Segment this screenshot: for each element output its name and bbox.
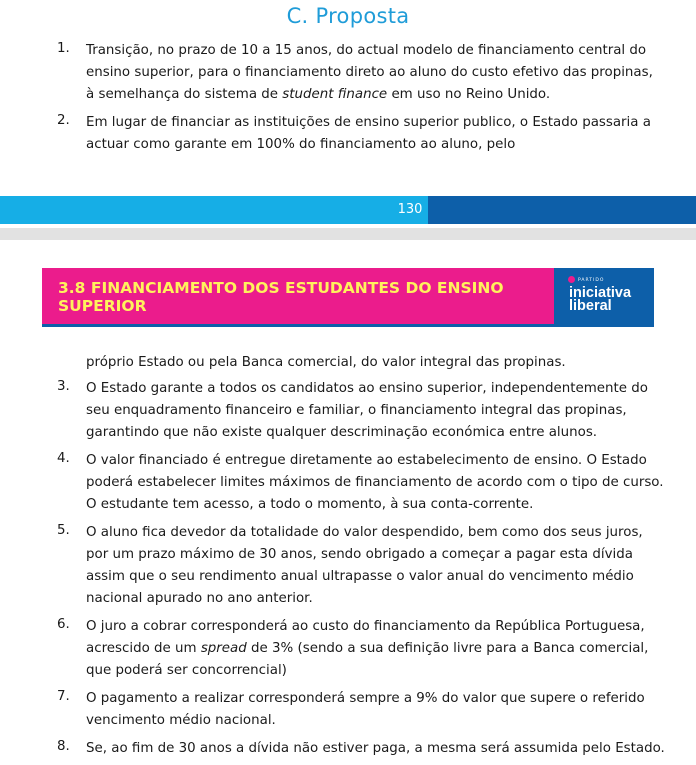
list-item: [57, 615, 669, 681]
item-text: Em lugar de financiar as instituições de ensino superior publico, o Estado passaria a actuar como garante em 100% do financiamento ao aluno, pelo: [86, 115, 651, 152]
chapter-title: 3.8 FINANCIAMENTO DOS ESTUDANTES DO ENSINO SUPERIOR: [58, 279, 504, 315]
item-text: O aluno fica devedor da totalidade do valor despendido, bem como dos seus juros, por um prazo máximo de 30 anos, sendo obrigado a começar a pagar esta dívida assim que o seu rendimento anual ultrapasse o valor anual do vencimento médio nacional apurado no ano anterior.: [86, 525, 643, 606]
list-item: [57, 737, 669, 759]
logo-line-2: liberal: [569, 298, 612, 314]
item-text-italic: student finance: [282, 87, 388, 102]
chapter-header-background: [42, 268, 554, 324]
item-number: 3.: [57, 379, 70, 394]
logo-dot-icon: [568, 276, 575, 283]
item-text: O Estado garante a todos os candidatos ao ensino superior, independentemente do seu enquadramento financeiro e familiar, o financiamento integral das propinas, garantindo que não existe qualquer descriminação económica entre alunos.: [86, 381, 648, 440]
item-text: [86, 619, 648, 678]
list-item: [57, 687, 669, 731]
continuation-text: próprio Estado ou pela Banca comercial, do valor integral das propinas.: [86, 355, 566, 370]
party-logo: [554, 268, 654, 324]
item-number: 1.: [57, 41, 70, 56]
page-gap: [0, 228, 696, 240]
item-number: 2.: [57, 113, 70, 128]
list-item: [57, 521, 669, 609]
chapter-header: [42, 268, 654, 327]
page-131: [0, 240, 696, 756]
item-text: O pagamento a realizar corresponderá sempre a 9% do valor que supere o referido vencimento médio nacional.: [86, 691, 645, 728]
list-item: [57, 377, 669, 443]
item-number: 6.: [57, 617, 70, 632]
page-number: 130: [397, 202, 423, 217]
logo-line-1: iniciativa: [569, 285, 632, 301]
item-number: 7.: [57, 689, 70, 704]
item-text: O valor financiado é entregue diretamente ao estabelecimento de ensino. O Estado poderá estabelecer limites máximos de financiamento de acordo com o tipo de curso. O estudante tem acesso, a todo o momento, à sua conta-corrente.: [86, 453, 664, 512]
list-item: [57, 39, 657, 105]
logo-small-label: PARTIDO: [578, 278, 605, 283]
item-text-part: em uso no Reino Unido.: [387, 87, 551, 102]
proposal-list-top: [57, 39, 657, 161]
footer-bar-light: [0, 196, 428, 224]
proposal-list-bottom: [57, 377, 669, 765]
list-item: [57, 449, 669, 515]
item-text-part: Transição, no prazo de 10 a 15 anos, do actual modelo de financiamento central do ensino superior, para o financiamento direto ao aluno do custo efetivo das propinas, à semelhança do sistema de: [86, 43, 653, 102]
item-text: Se, ao fim de 30 anos a dívida não estiver paga, a mesma será assumida pelo Estado.: [86, 741, 665, 756]
section-title: C. Proposta: [286, 4, 410, 28]
item-number: 4.: [57, 451, 70, 466]
item-text-part: O juro a cobrar corresponderá ao custo do financiamento da República Portuguesa, acrescido de um: [86, 619, 645, 656]
item-number: 5.: [57, 523, 70, 538]
item-text-part: de 3% (sendo a sua definição livre para a Banca comercial, que poderá ser concorrencial): [86, 641, 649, 678]
item-number: 8.: [57, 739, 70, 754]
page-footer-bar: [0, 196, 696, 224]
footer-bar-dark: [428, 196, 696, 224]
page-130: [0, 0, 696, 228]
item-text-italic: spread: [200, 641, 247, 656]
list-item: [57, 111, 657, 155]
item-text: [86, 43, 653, 102]
